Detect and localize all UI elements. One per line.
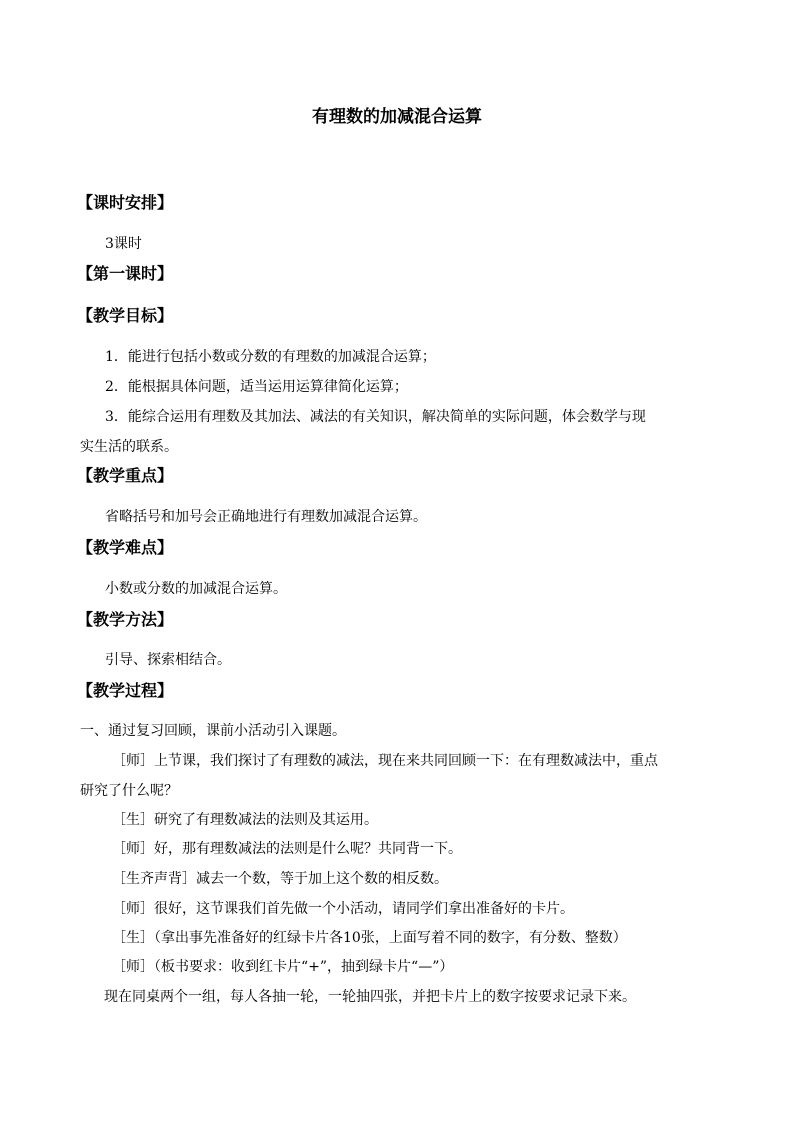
heading-difficulties: 【教学难点】: [77, 538, 174, 557]
heading-schedule: 【课时安排】: [77, 193, 174, 212]
heading-first-lesson: 【第一课时】: [77, 264, 174, 283]
schedule-text: 3课时: [105, 236, 142, 252]
difficulties-text: 小数或分数的加减混合运算。: [105, 581, 287, 597]
goal-item-3-cont: 实生活的联系。: [80, 439, 178, 455]
heading-process: 【教学过程】: [77, 681, 174, 700]
process-line-2: ［师］上节课，我们探讨了有理数的减法，现在来共同回顾一下：在有理数减法中，重点: [112, 753, 658, 769]
page-title: 有理数的加减混合运算: [312, 107, 482, 127]
methods-text: 引导、探索相结合。: [105, 652, 231, 668]
process-line-3: 研究了什么呢？: [80, 783, 178, 799]
process-line-6: ［生齐声背］减去一个数，等于加上这个数的相反数。: [112, 871, 448, 887]
process-line-10: 现在同桌两个一组，每人各抽一轮，一轮抽四张，并把卡片上的数字按要求记录下来。: [104, 989, 636, 1005]
key-points-text: 省略括号和加号会正确地进行有理数加减混合运算。: [105, 509, 427, 525]
process-line-1: 一、通过复习回顾，课前小活动引入课题。: [80, 723, 346, 739]
heading-key-points: 【教学重点】: [77, 466, 174, 485]
heading-methods: 【教学方法】: [77, 610, 174, 629]
process-line-8: ［生］（拿出事先准备好的红绿卡片各10张，上面写着不同的数字，有分数、整数）: [112, 930, 627, 946]
goal-item-1: 1．能进行包括小数或分数的有理数的加减混合运算；: [105, 349, 436, 365]
process-line-9: ［师］（板书要求：收到红卡片“+”，抽到绿卡片“—”）: [112, 959, 454, 975]
process-line-4: ［生］研究了有理数减法的法则及其运用。: [112, 812, 378, 828]
heading-goals: 【教学目标】: [77, 306, 174, 325]
process-line-7: ［师］很好，这节课我们首先做一个小活动，请同学们拿出准备好的卡片。: [112, 901, 574, 917]
process-line-5: ［师］好，那有理数减法的法则是什么呢？共同背一下。: [112, 841, 462, 857]
goal-item-3: 3．能综合运用有理数及其加法、减法的有关知识，解决简单的实际问题，体会数学与现: [105, 409, 646, 425]
goal-item-2: 2．能根据具体问题，适当运用运算律简化运算；: [105, 379, 408, 395]
